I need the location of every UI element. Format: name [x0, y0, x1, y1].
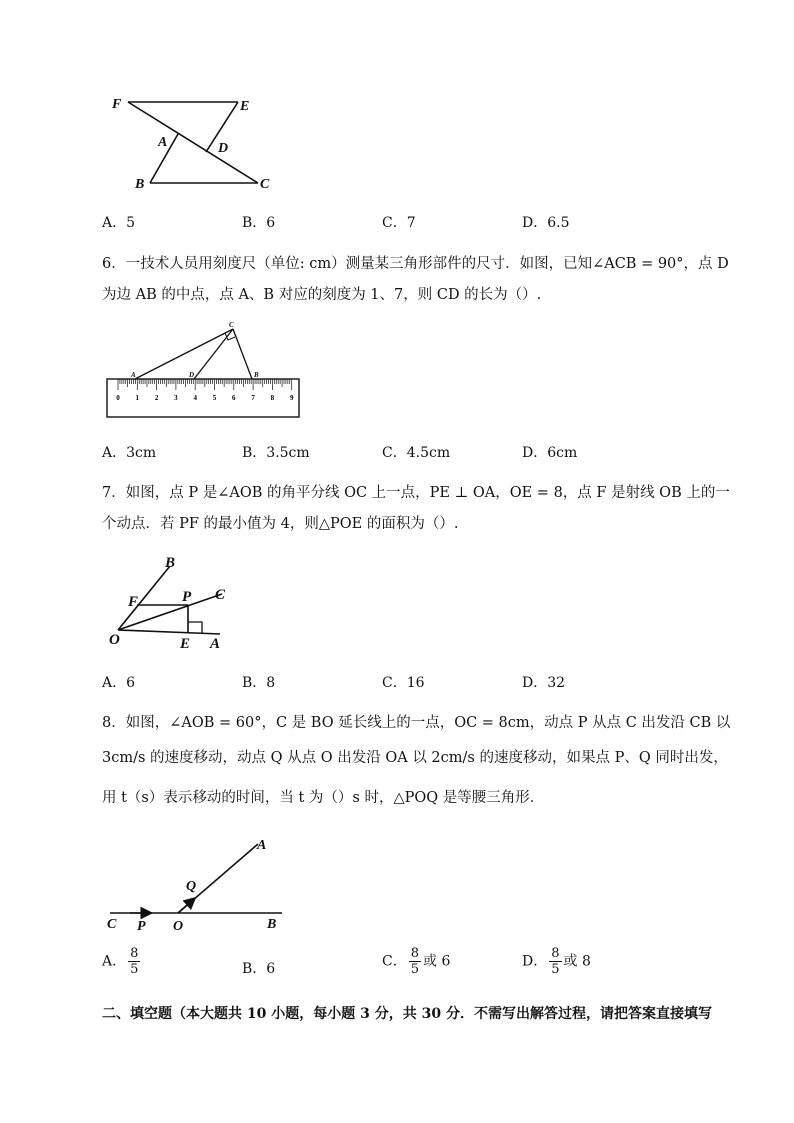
q7-label-f: F — [128, 594, 139, 610]
q8-label-c: C — [107, 917, 117, 932]
ruler-number: 1 — [135, 394, 140, 402]
ruler-label-a: A — [131, 371, 136, 379]
q5-option-b: B．6 — [242, 215, 276, 231]
ruler-number: 4 — [193, 394, 197, 402]
q8-label-q: Q — [186, 879, 197, 894]
ruler-number: 6 — [232, 394, 236, 402]
q8-figure — [100, 832, 290, 934]
q7-label-p: P — [182, 589, 192, 605]
ruler-number: 0 — [116, 394, 120, 402]
q6-option-a: A．3cm — [102, 445, 157, 461]
q5-option-c: C．7 — [382, 215, 416, 231]
q7-label-o: O — [109, 632, 120, 648]
ruler-label-b: B — [254, 371, 259, 379]
q8-text-line3: 用 t（s）表示移动的时间，当 t 为（）s 时，△POQ 是等腰三角形． — [102, 790, 545, 806]
q6-text-line2: 为边 AB 的中点，点 A、B 对应的刻度为 1、7，则 CD 的长为（）. — [102, 287, 542, 303]
ruler-label-c: C — [229, 321, 234, 329]
q5-label-b: B — [135, 177, 145, 192]
ruler-number: 9 — [289, 394, 294, 402]
section-2-heading: 二、填空题（本大题共 10 小题，每小题 3 分，共 30 分．不需写出解答过程，请把答案直接填写 — [102, 1006, 712, 1022]
q5-label-d: D — [218, 141, 229, 156]
q7-option-c: C．16 — [382, 675, 425, 691]
q6-ruler-figure — [100, 318, 305, 422]
q5-option-d: D．6.5 — [522, 215, 570, 231]
q5-label-c: C — [260, 177, 270, 192]
q8-option-b: B．6 — [242, 961, 276, 977]
ruler-number: 5 — [212, 394, 217, 402]
q7-option-b: B．8 — [242, 675, 276, 691]
q7-label-b: B — [165, 555, 176, 571]
q7-text-line1: 7．如图，点 P 是∠AOB 的角平分线 OC 上一点，PE ⊥ OA，OE = 8，点 F 是射线 OB 上的一 — [102, 485, 730, 501]
q8-text-line1: 8．如图，∠AOB = 60°，C 是 BO 延长线上的一点，OC = 8cm，动点 P 从点 C 出发沿 CB 以 — [102, 715, 731, 731]
ruler-number: 2 — [154, 394, 159, 402]
q7-option-a: A．6 — [102, 675, 136, 691]
ruler-number: 8 — [270, 394, 275, 402]
q8-label-a: A — [257, 838, 267, 853]
q5-label-f: F — [112, 97, 122, 112]
ruler-number: 3 — [174, 394, 178, 402]
q6-text-line1: 6．一技术人员用刻度尺（单位: cm）测量某三角形部件的尺寸．如图，已知∠ACB = 90°，点 D — [102, 256, 729, 272]
q8-label-o: O — [173, 919, 184, 934]
q7-option-d: D．32 — [522, 675, 566, 691]
ruler-number: 7 — [251, 394, 255, 402]
q7-label-c: C — [215, 587, 226, 603]
q8-label-p: P — [137, 919, 146, 934]
q6-option-d: D．6cm — [522, 445, 578, 461]
q5-label-e: E — [240, 99, 250, 114]
q6-option-b: B．3.5cm — [242, 445, 310, 461]
q7-text-line2: 个动点．若 PF 的最小值为 4，则△POE 的面积为（）. — [102, 516, 459, 532]
q6-option-c: C．4.5cm — [382, 445, 451, 461]
q8-text-line2: 3cm/s 的速度移动，动点 Q 从点 O 出发沿 OA 以 2cm/s 的速度移动，如果点 P、Q 同时出发， — [102, 750, 728, 766]
q8-option-d: D． $\frac{8}{5}$ 或 8 — [522, 946, 591, 977]
q7-label-e: E — [180, 636, 191, 652]
q8-label-b: B — [267, 917, 277, 932]
q8-option-a: A． $\frac{8}{5}$ — [102, 946, 139, 977]
q5-option-a: A．5 — [102, 215, 136, 231]
q7-figure — [100, 550, 250, 656]
q7-label-a: A — [210, 636, 221, 652]
q5-figure — [100, 88, 290, 198]
ruler-label-d: D — [189, 371, 195, 379]
q5-label-a: A — [158, 135, 168, 150]
q8-option-c: C． $\frac{8}{5}$ 或 6 — [382, 946, 451, 977]
